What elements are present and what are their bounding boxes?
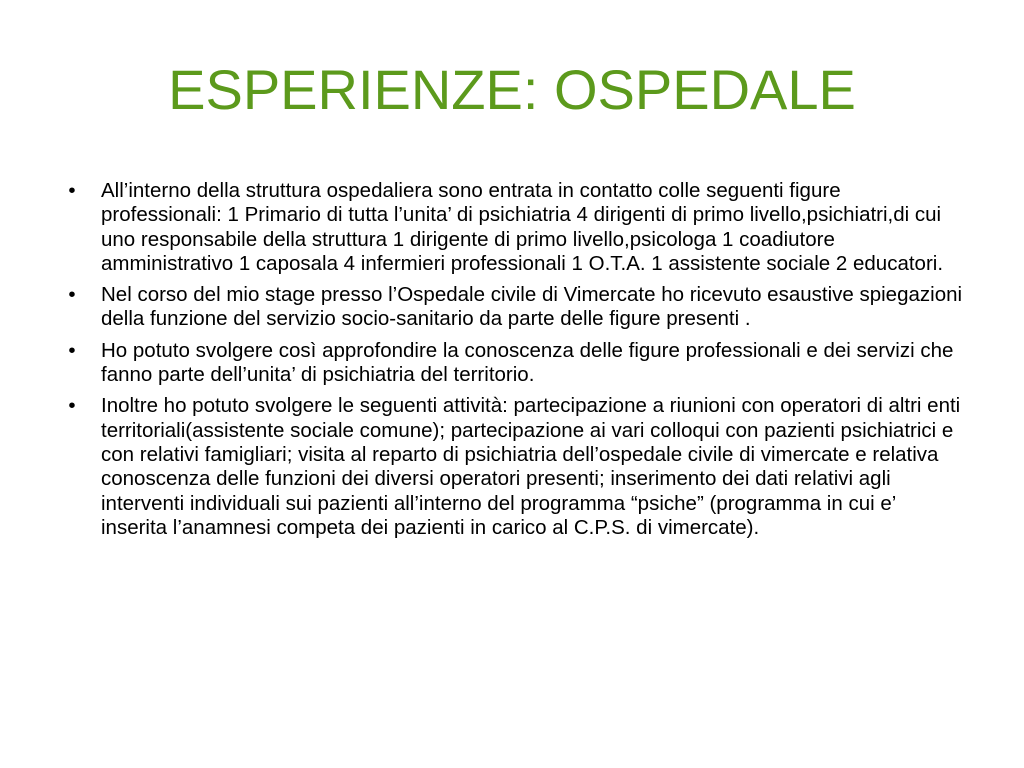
- bullet-marker: •: [68, 283, 76, 307]
- bullet-marker: •: [68, 338, 76, 362]
- bullet-marker: •: [68, 179, 76, 202]
- bullet-marker: •: [68, 394, 76, 418]
- bullet-text: Nel corso del mio stage presso l’Ospedale civile di Vimercate ho ricevuto esaustive spiegazioni della funzione del servizio socio-sanitario da parte delle figure presenti .: [101, 283, 963, 331]
- bullet-item: [62, 179, 967, 276]
- bullet-text: All’interno della struttura ospedaliera sono entrata in contatto colle seguenti figure professionali: 1 Primario di tutta l’unita’ di psichiatria 4 dirigenti di primo livello,psichiatri,di cui uno responsabile della struttura 1 dirigente di primo livello,psicologa 1 coadiutore amministrativo 1 caposala 4 infermieri professionali 1 O.T.A. 1 assistente sociale 2 educatori.: [101, 179, 944, 275]
- bullet-item: [62, 283, 967, 332]
- slide-title: ESPERIENZE: OSPEDALE: [168, 58, 856, 121]
- bullet-item: [62, 394, 967, 540]
- bullet-text: Ho potuto svolgere così approfondire la conoscenza delle figure professionali e dei servizi che fanno parte dell’unita’ di psichiatria del territorio.: [101, 338, 954, 387]
- bullet-list: [62, 179, 967, 547]
- bullet-text: Inoltre ho potuto svolgere le seguenti attività: partecipazione a riunioni con operatori di altri enti territoriali(assistente sociale comune); partecipazione ai vari colloqui con pazienti psichiatrici e con relativi famigliari; visita al reparto di psichiatria dell’ospedale civile di vimercate e relativa conoscenza delle funzioni dei diversi operatori presenti; inserimento dei dati relativi agli interventi individuali sui pazienti all’interno del programma “psiche” (programma in cui e’ inserita l’anamnesi competa dei pazienti in carico al C.P.S. di vimercate).: [101, 394, 961, 539]
- bullet-item: [62, 339, 967, 388]
